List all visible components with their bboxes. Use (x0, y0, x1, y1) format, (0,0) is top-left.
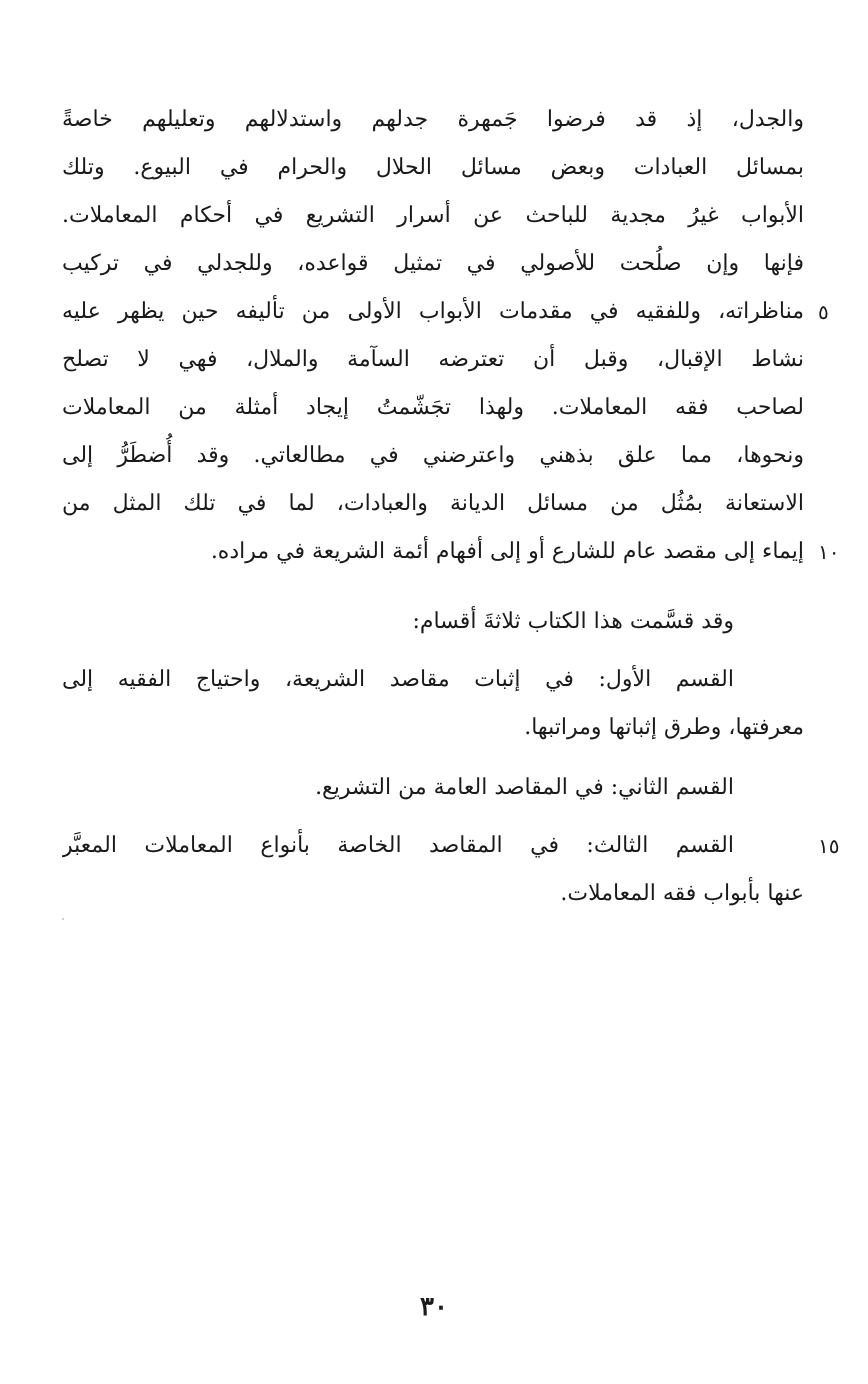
text-line: القسم الثاني: في المقاصد العامة من التشريع. (315, 775, 734, 800)
text-line: القسم الثالث: في المقاصد الخاصة بأنواع المعاملات المعبَّر (62, 833, 734, 858)
paper-speck (62, 918, 64, 920)
line-number-15: ١٥ (818, 834, 840, 858)
text-line: فإنها وإن صلُحت للأصولي في تمثيل قواعده، وللجدلي في تركيب (62, 251, 804, 276)
text-line: نشاط الإقبال، وقبل أن تعترضه السآمة والملال، فهي لا تصلح (62, 347, 804, 372)
text-line: مناظراته، وللفقيه في مقدمات الأبواب الأولى من تأليفه حين يظهر عليه (62, 299, 804, 324)
line-number-5: ٥ (818, 300, 829, 324)
paragraph-division (62, 598, 804, 646)
text-line: عنها بأبواب فقه المعاملات. (560, 881, 804, 906)
page-number: ٣٠ (420, 1292, 448, 1322)
paragraph-intro (62, 96, 804, 576)
paragraph-part-one (62, 656, 804, 752)
paragraph-part-three (62, 822, 804, 918)
line-number-10: ١٠ (818, 540, 840, 564)
text-line: وقد قسَّمت هذا الكتاب ثلاثةَ أقسام: (412, 609, 734, 634)
text-line: لصاحب فقه المعاملات. ولهذا تجَشّمتُ إيجاد أمثلة من المعاملات (62, 395, 804, 420)
text-line: والجدل، إذ قد فرضوا جَمهرة جدلهم واستدلالهم وتعليلهم خاصةً (62, 107, 804, 132)
text-line: إيماء إلى مقصد عام للشارع أو إلى أفهام أئمة الشريعة في مراده. (210, 539, 804, 564)
text-line: معرفتها، وطرق إثباتها ومراتبها. (524, 715, 804, 740)
text-line: الأبواب غيرُ مجدية للباحث عن أسرار التشريع في أحكام المعاملات. (62, 203, 804, 228)
text-line: ونحوها، مما علق بذهني واعترضني في مطالعاتي. وقد أُضطَرُّ إلى (62, 443, 804, 468)
text-line: القسم الأول: في إثبات مقاصد الشريعة، واحتياج الفقيه إلى (62, 667, 734, 692)
text-line: الاستعانة بمُثُل من مسائل الديانة والعبادات، لما في تلك المثل من (62, 491, 804, 516)
paragraph-part-two (62, 764, 804, 812)
text-line: بمسائل العبادات وبعض مسائل الحلال والحرام في البيوع. وتلك (62, 155, 804, 180)
